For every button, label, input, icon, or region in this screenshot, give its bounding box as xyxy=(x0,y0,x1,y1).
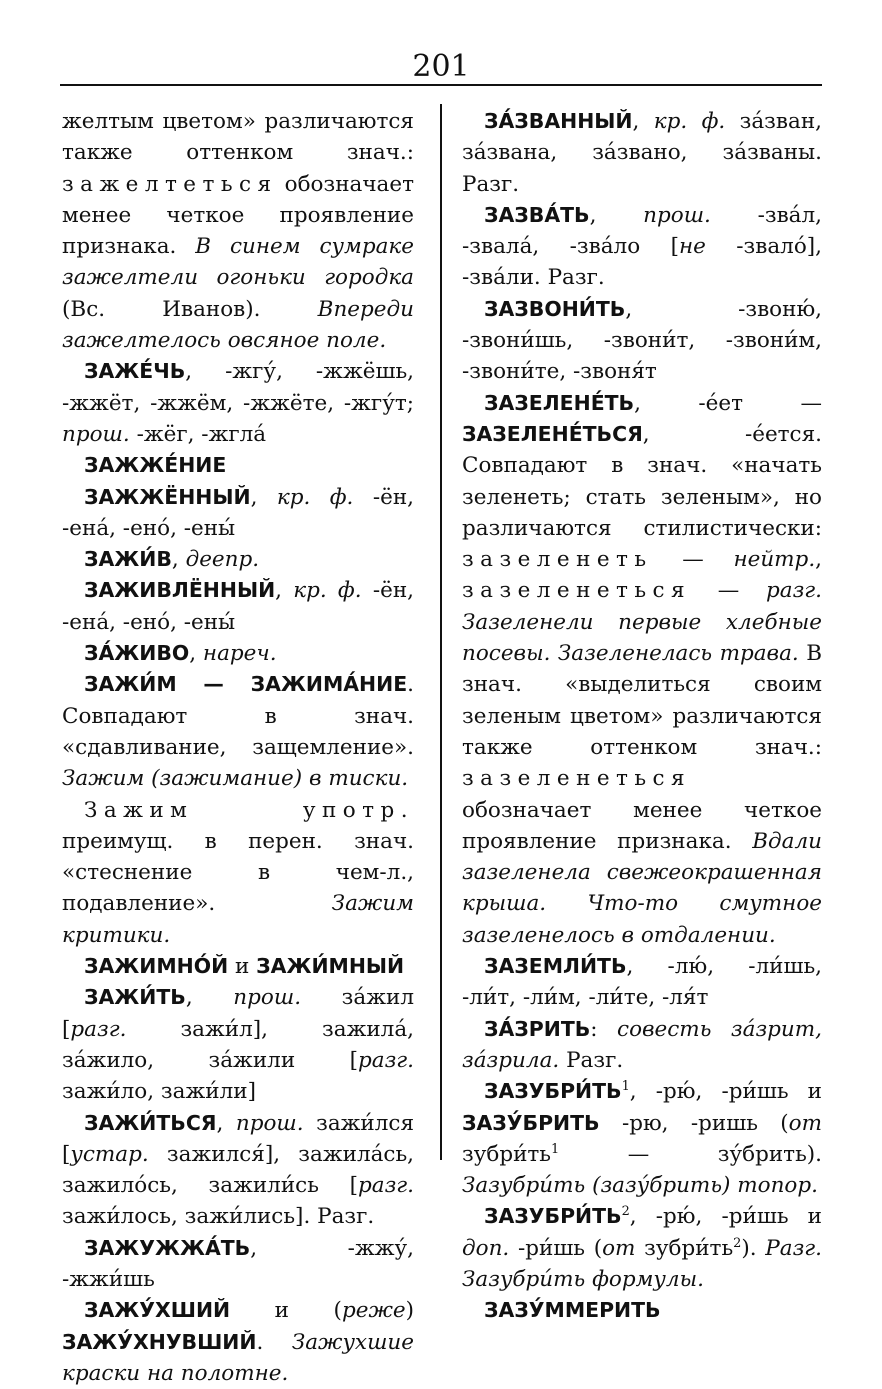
entry-zazhimnoi: ЗАЖИМНО́Й и ЗАЖИ́МНЫЙ xyxy=(84,954,405,980)
entry-zazvat: ЗАЗВА́ТЬ, прош. -зва́л, -звала́, -зва́ло [не -звало́], -зва́ли. Разг. xyxy=(462,202,822,291)
left-column xyxy=(62,106,414,1389)
entry-zazhzhennyi: ЗАЖЖЁННЫЙ, кр. ф. -ён, -ена́, -ено́, -ены́ xyxy=(62,484,414,541)
entry-zazubrit-2: $ЗАЗУБРИ́ТЬ^2$, -рю́, -ри́шь и доп. -ри́шь (от $зубри́ть^2$). Разг. Зазубри́ть формулы. xyxy=(462,1204,822,1292)
entry-zazhuzhzhat: ЗАЖУЖЖА́ТЬ, -жжу́, -жжи́шь xyxy=(62,1235,414,1292)
entry-zazemlit: ЗАЗЕМЛИ́ТЬ, -лю́, -ли́шь, -ли́т, -ли́м, -ли́те, -ля́т xyxy=(462,954,822,1011)
entry-zazubrit-1: $ЗАЗУБРИ́ТЬ^1$, -рю́, -ри́шь и ЗАЗУ́БРИТЬ -рю, -ришь (от $зубри́ть^1$ — зу́брить). Зазубри́ть (зазу́брить) топор. xyxy=(462,1079,822,1199)
entry-zazhzhenie: ЗАЖЖЕ́НИЕ xyxy=(84,453,227,478)
entry-zazhukhshii: ЗАЖУ́ХШИЙ и (реже) ЗАЖУ́ХНУВШИЙ. Зажухшие краски на полотне. xyxy=(62,1298,414,1386)
entry-zazhim-usage: Зажим употр. преимущ. в перен. знач. «стеснение в чем-л., подавление». Зажим критики. xyxy=(62,797,414,948)
entry-zazvannyi: ЗА́ЗВАННЫЙ, кр. ф. за́зван, за́звана, за́звано, за́званы. Разг. xyxy=(462,109,822,197)
entry-zazhit: ЗАЖИ́ТЬ, прош. за́жил [разг. зажи́л], зажила́, за́жило, за́жили [разг. зажи́ло, зажи́ли] xyxy=(62,985,414,1105)
header-rule xyxy=(60,84,822,86)
entry-zazelenet: ЗАЗЕЛЕНЕ́ТЬ, -е́ет — ЗАЗЕЛЕНЕ́ТЬСЯ, -е́ется. Совпадают в знач. «начать зеленеть; стать зеленым», но различаются стилистически: зазеленеть — нейтр., зазеленеться — разг. Зазеленели первые хлебные посевы. Зазеленелась трава. В знач. «выделиться своим зеленым цветом» различаются также оттенком знач.: зазеленеться обозначает менее четкое проявление признака. Вдали зазеленела свежеокрашенная крыша. Что-то смутное зазеленелось в отдалении. xyxy=(462,390,823,948)
right-column xyxy=(462,106,822,1327)
entry-zazhiv: ЗАЖИ́В, деепр. xyxy=(84,547,260,573)
entry-zazhech: ЗАЖЕ́ЧЬ, -жгу́, -жжёшь, -жжёт, -жжём, -жжёте, -жгу́т; прош. -жёг, -жгла́ xyxy=(62,359,414,447)
page-number: 201 xyxy=(412,49,470,84)
entry-zazummerit: ЗАЗУ́ММЕРИТЬ xyxy=(484,1298,661,1323)
entry-zazhivlennyi: ЗАЖИВЛЁННЫЙ, кр. ф. -ён, -ена́, -ено́, -ены́ xyxy=(62,578,414,635)
entry-continuation: желтым цветом» различаются также оттенком знач.: зажелтеться обозначает менее четкое проявление признака. В синем сумраке зажелтели огоньки городка (Вс. Иванов). Впереди зажелтелось овсяное поле. xyxy=(62,109,414,354)
entry-zazhitsya: ЗАЖИ́ТЬСЯ, прош. зажи́лся [устар. зажился́], зажила́сь, зажило́сь, зажили́сь [разг. зажи́лось, зажи́лись]. Разг. xyxy=(62,1110,415,1230)
entry-zazhivo: ЗА́ЖИВО, нареч. xyxy=(84,641,277,667)
column-divider xyxy=(440,104,442,1160)
entry-zazrit: ЗА́ЗРИТЬ: совесть за́зрит, за́зрила. Разг. xyxy=(462,1016,823,1073)
entry-zazhim: ЗАЖИ́М — ЗАЖИМА́НИЕ. Совпадают в знач. «сдавливание, защемление». Зажим (зажимание) в тиски. xyxy=(62,672,414,792)
entry-zazvonit: ЗАЗВОНИ́ТЬ, -звоню́, -звони́шь, -звони́т, -звони́м, -звони́те, -звоня́т xyxy=(462,296,822,385)
